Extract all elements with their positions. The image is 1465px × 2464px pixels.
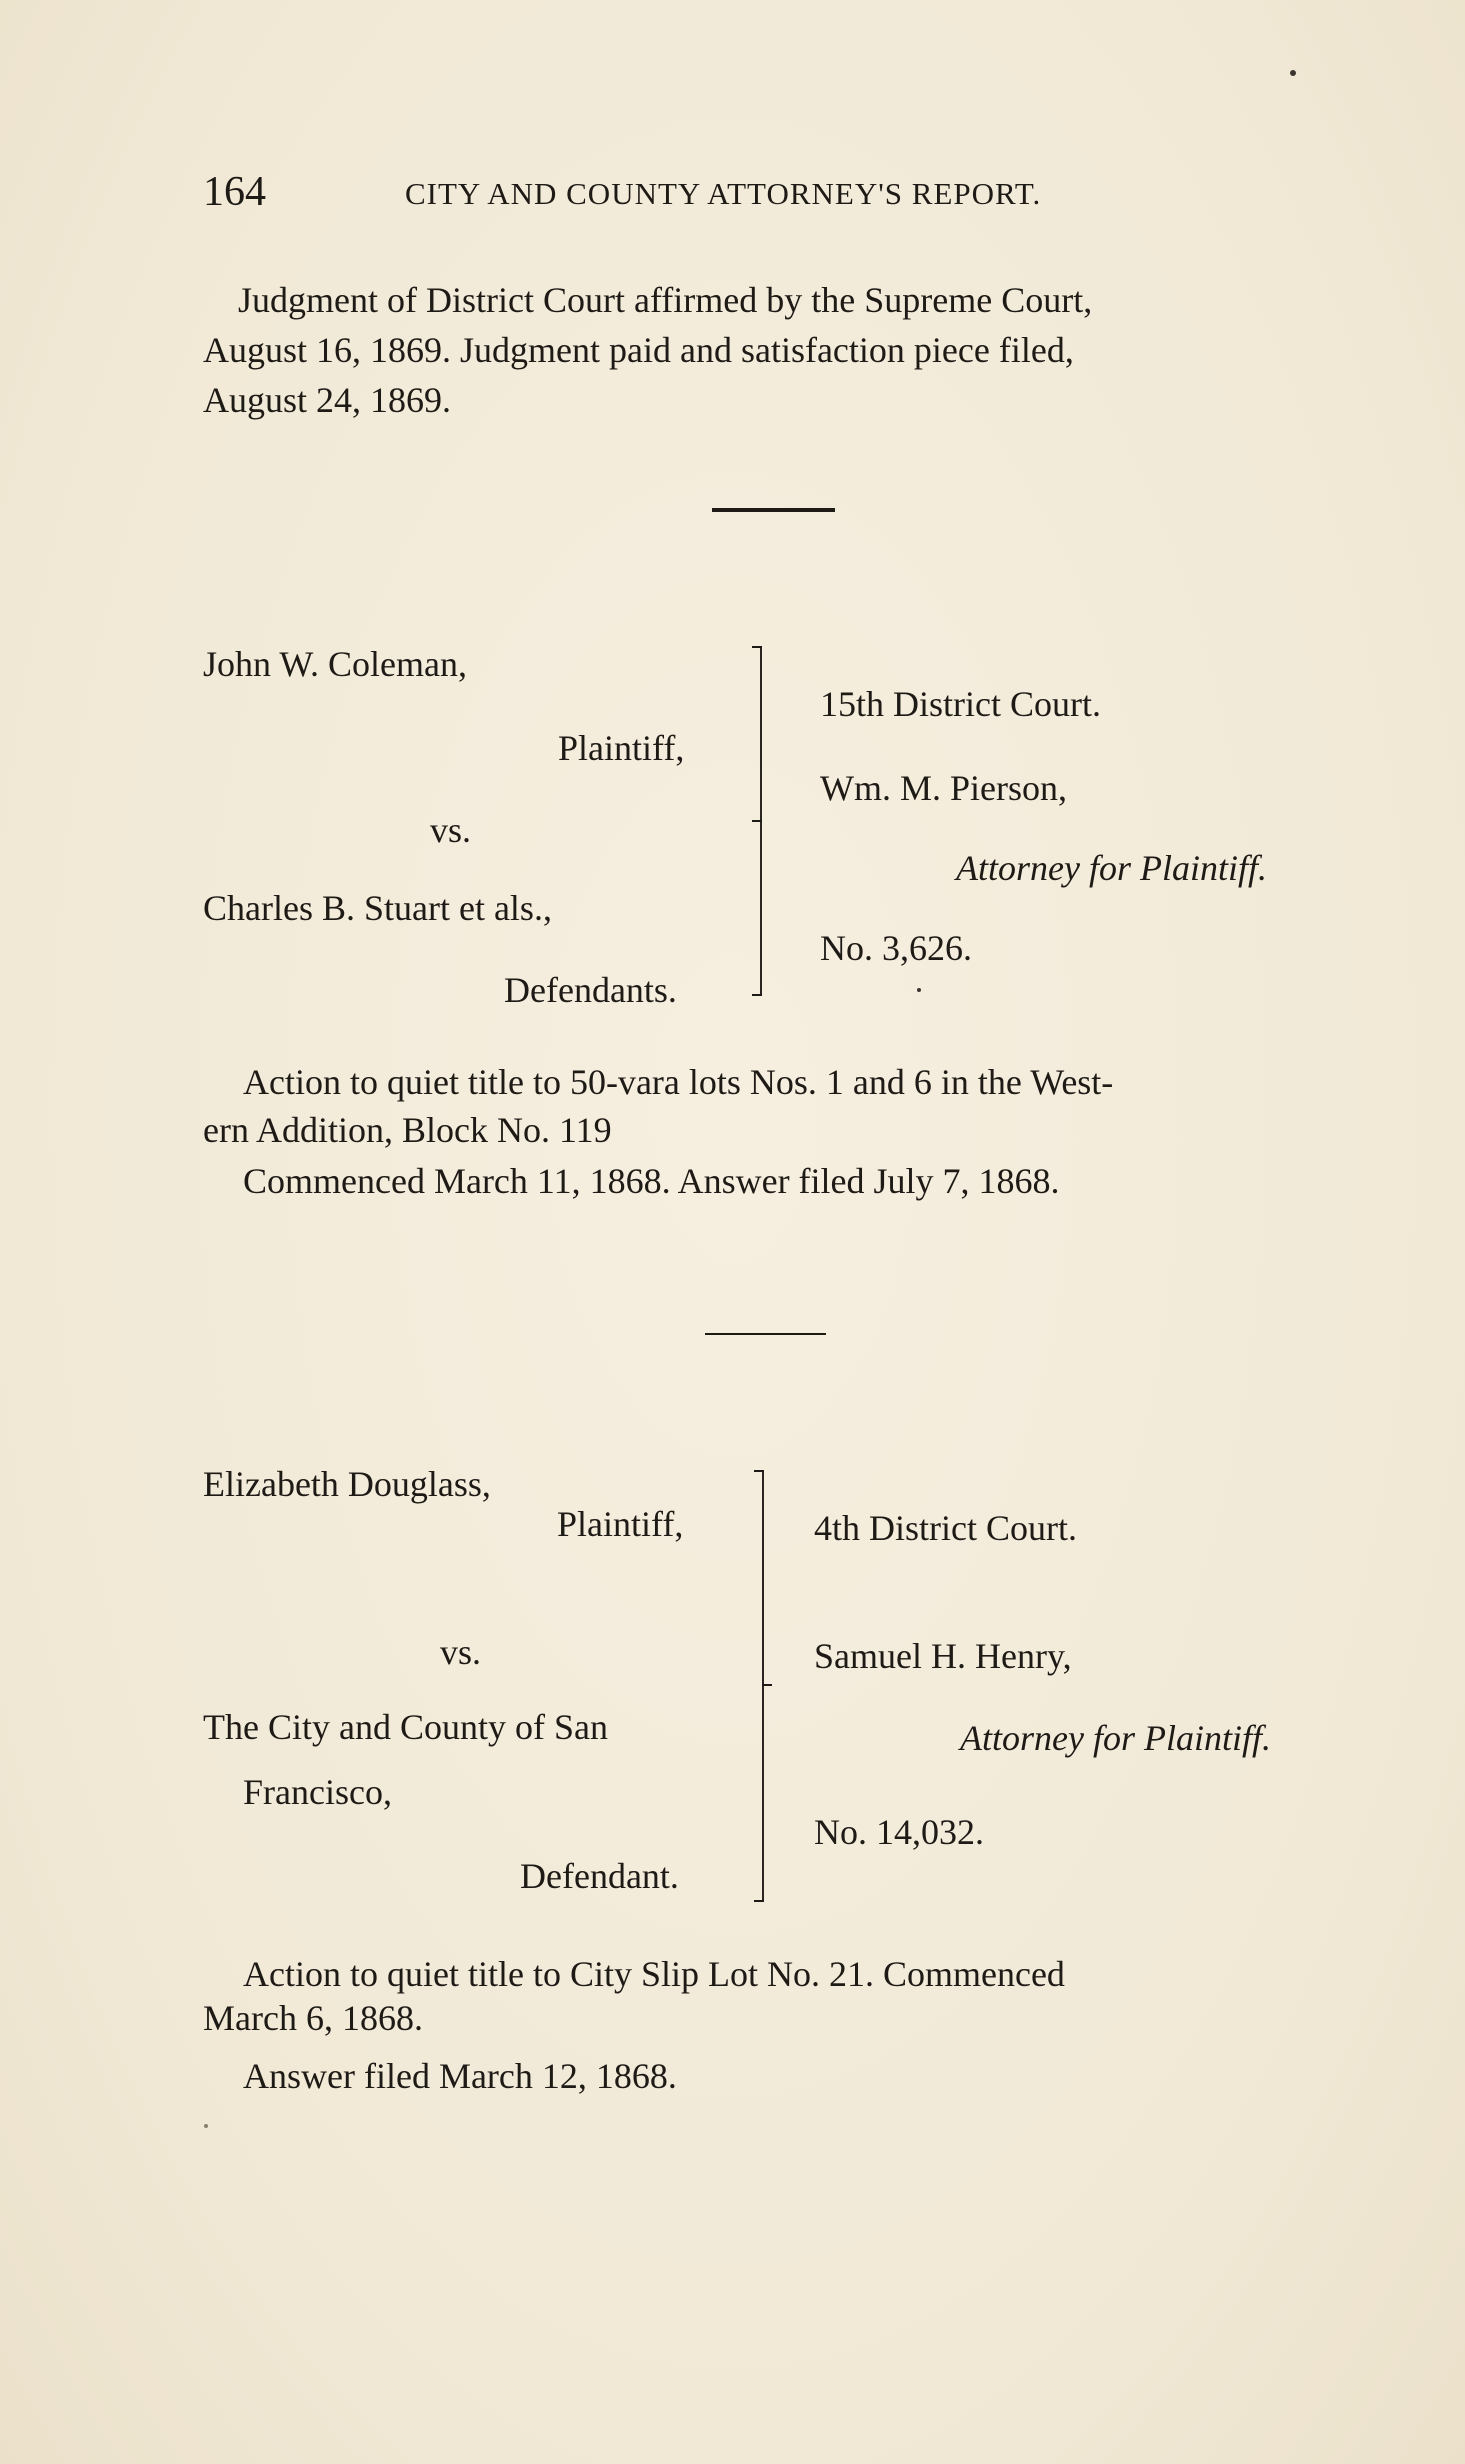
case1-attorney-role: Attorney for Plaintiff. xyxy=(956,848,1267,888)
case1-brace-point xyxy=(752,820,762,822)
case1-court: 15th District Court. xyxy=(820,684,1101,724)
case2-court: 4th District Court. xyxy=(814,1508,1077,1548)
case2-attorney-role: Attorney for Plaintiff. xyxy=(960,1718,1271,1758)
case1-brace-top xyxy=(752,646,762,648)
case2-defendant-name-line-2: Francisco, xyxy=(243,1772,392,1812)
case2-summary-line-2: March 6, 1868. xyxy=(203,1998,423,2038)
case2-brace xyxy=(762,1470,764,1902)
print-speck xyxy=(1290,70,1296,76)
section-divider xyxy=(705,1333,826,1335)
opening-line-3: August 24, 1869. xyxy=(203,380,452,420)
print-speck xyxy=(917,988,921,992)
case2-case-number: No. 14,032. xyxy=(814,1812,984,1852)
case1-summary-line-1: Action to quiet title to 50-vara lots Nos. 1 and 6 in the West- xyxy=(243,1062,1114,1102)
case1-plaintiff-label: Plaintiff, xyxy=(558,728,685,768)
case1-attorney-name: Wm. M. Pierson, xyxy=(820,768,1067,808)
case1-brace-bottom xyxy=(752,994,762,996)
case1-defendant-name: Charles B. Stuart et als., xyxy=(203,888,552,928)
page-number: 164 xyxy=(203,169,266,215)
case2-summary-line-3: Answer filed March 12, 1868. xyxy=(243,2056,677,2096)
opening-line-2: August 16, 1869. Judgment paid and satisfaction piece filed, xyxy=(203,330,1074,370)
opening-line-1: Judgment of District Court affirmed by the Supreme Court, xyxy=(238,280,1093,320)
running-title: CITY AND COUNTY ATTORNEY'S REPORT. xyxy=(405,176,1042,211)
case2-versus: vs. xyxy=(440,1632,482,1672)
case2-plaintiff-name: Elizabeth Douglass, xyxy=(203,1464,491,1504)
section-divider xyxy=(712,508,835,512)
case1-summary-line-2: ern Addition, Block No. 119 xyxy=(203,1110,612,1150)
case1-versus: vs. xyxy=(430,810,472,850)
case2-plaintiff-label: Plaintiff, xyxy=(557,1504,684,1544)
case2-summary-line-1: Action to quiet title to City Slip Lot No. 21. Commenced xyxy=(243,1954,1065,1994)
case2-brace-point xyxy=(762,1684,772,1686)
case1-defendant-label: Defendants. xyxy=(504,970,677,1010)
case1-summary-line-3: Commenced March 11, 1868. Answer filed July 7, 1868. xyxy=(243,1161,1060,1201)
case2-defendant-name-line-1: The City and County of San xyxy=(203,1707,608,1747)
case2-brace-bottom xyxy=(754,1900,764,1902)
case1-plaintiff-name: John W. Coleman, xyxy=(203,644,468,684)
case2-defendant-label: Defendant. xyxy=(520,1856,679,1896)
case1-case-number: No. 3,626. xyxy=(820,928,972,968)
case2-brace-top xyxy=(754,1470,764,1472)
case2-attorney-name: Samuel H. Henry, xyxy=(814,1636,1072,1676)
print-speck xyxy=(204,2124,208,2128)
